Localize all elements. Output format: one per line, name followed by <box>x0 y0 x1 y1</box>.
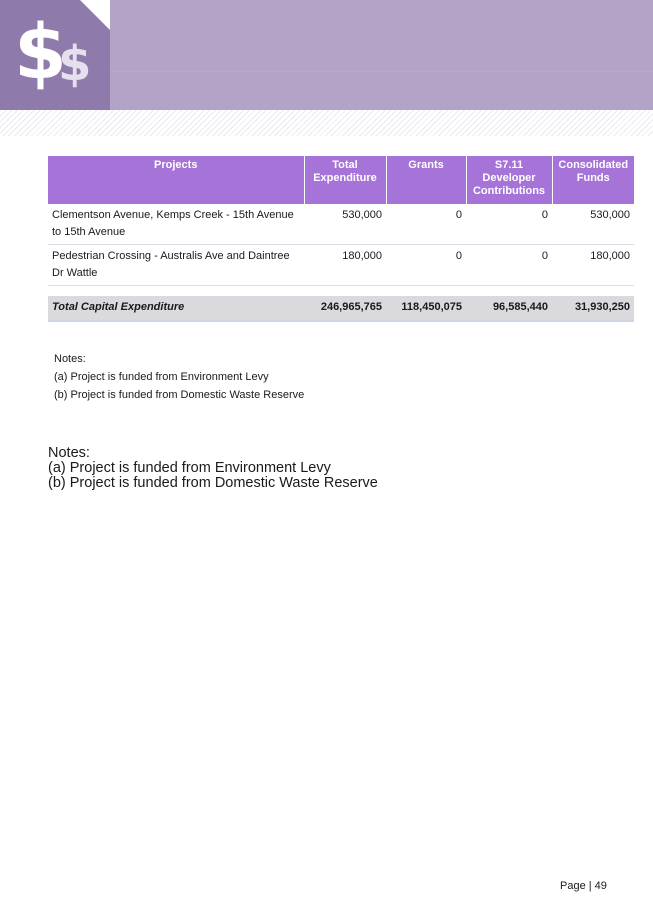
logo-corner <box>80 0 110 30</box>
total-consolidated-value: 31,930,250 <box>552 296 634 321</box>
cell-total: 530,000 <box>304 204 386 245</box>
banner-hatch-pattern <box>0 110 653 136</box>
total-s711-value: 96,585,440 <box>466 296 552 321</box>
cell-s711: 0 <box>466 204 552 245</box>
header-total-expenditure: Total Expenditure <box>304 156 386 204</box>
table-header-row <box>48 156 634 204</box>
note-b: (b) Project is funded from Domestic Waste Reserve <box>54 389 305 401</box>
cell-total: 180,000 <box>304 245 386 286</box>
total-expenditure-value: 246,965,765 <box>304 296 386 321</box>
table-spacer-row <box>48 286 634 297</box>
table-row <box>48 204 634 245</box>
notes-heading: Notes: <box>48 445 90 461</box>
notes-heading: Notes: <box>54 353 86 365</box>
page-number: Page | 49 <box>560 880 607 892</box>
capital-expenditure-table <box>48 156 634 322</box>
note-b: (b) Project is funded from Domestic Waste Reserve <box>48 475 378 491</box>
cell-grants: 0 <box>386 204 466 245</box>
cell-project: Pedestrian Crossing - Australis Ave and Daintree Dr Wattle <box>48 245 304 286</box>
spacer-cell <box>48 286 634 297</box>
logo-big-dollar: $ <box>14 7 67 96</box>
notes-large <box>48 446 378 491</box>
total-label: Total Capital Expenditure <box>48 296 304 321</box>
note-a: (a) Project is funded from Environment Levy <box>54 371 269 383</box>
cell-grants: 0 <box>386 245 466 286</box>
logo-small-dollar: $ <box>58 36 92 92</box>
header-consolidated-funds: Consolidated Funds <box>552 156 634 204</box>
table-row <box>48 245 634 286</box>
cell-s711: 0 <box>466 245 552 286</box>
note-a: (a) Project is funded from Environment Levy <box>48 460 331 476</box>
cell-consolidated: 180,000 <box>552 245 634 286</box>
notes-small <box>54 350 304 404</box>
cell-project: Clementson Avenue, Kemps Creek - 15th Avenue to 15th Avenue <box>48 204 304 245</box>
banner-rule <box>110 71 653 72</box>
header-grants: Grants <box>386 156 466 204</box>
cell-consolidated: 530,000 <box>552 204 634 245</box>
total-row <box>48 296 634 321</box>
header-projects: Projects <box>48 156 304 204</box>
dollar-sign-icon <box>0 0 110 110</box>
header-s711-contributions: S7.11 Developer Contributions <box>466 156 552 204</box>
total-grants-value: 118,450,075 <box>386 296 466 321</box>
